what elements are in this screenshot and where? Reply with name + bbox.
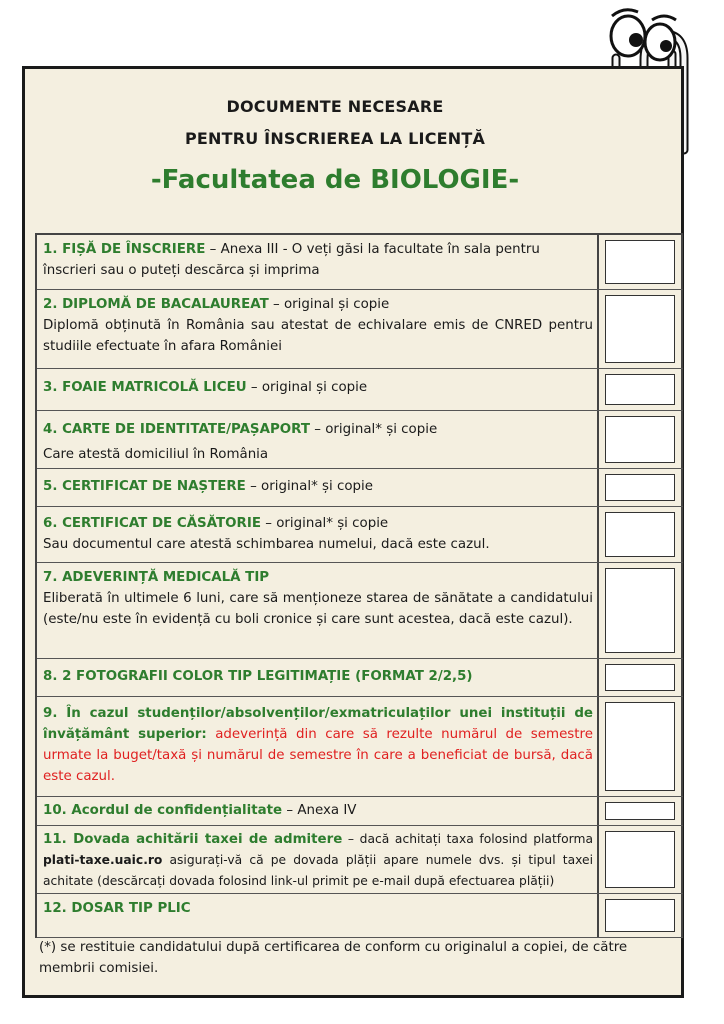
checkbox[interactable] [605,899,675,932]
checkbox[interactable] [605,702,675,791]
item-detail: – dacă achitați taxa folosind platforma [342,832,593,846]
item-title: 4. CARTE DE IDENTITATE/PAȘAPORT [43,422,310,437]
header-line-1: DOCUMENTE NECESARE [226,97,444,116]
checkbox[interactable] [605,240,675,284]
header-line-2: PENTRU ÎNSCRIEREA LA LICENȚĂ [184,129,486,148]
item-note: Eliberată în ultimele 6 luni, care să menționeze starea de sănătate a candidatului (este/nu este în evidență cu boli cronice și care sunt acestea, dacă este cazul). [43,591,593,627]
item-note: Care atestă domiciliul în România [43,447,269,462]
item-title: 9. În cazul studenților/absolvenților/exmatriculaților unei instituții de învățământ superior: [43,706,593,742]
item-detail: – original* și copie [260,516,389,531]
item-title: 2. DIPLOMĂ DE BACALAUREAT [43,297,269,312]
item-detail: – Anexa III - O veți găsi la facultate în sala pentru înscrieri sau o puteți descărca și imprima [43,242,540,278]
documents-checklist [35,233,683,938]
item-title: 11. Dovada achitării taxei de admitere [43,832,343,847]
footnote: (*) se restituie candidatului după certificarea de conform cu originalul a copiei, de către membrii comisiei. [39,940,628,976]
checkbox[interactable] [605,295,675,363]
checkbox[interactable] [605,802,675,820]
item-title: 6. CERTIFICAT DE CĂSĂTORIE [43,516,261,531]
checklist-row [37,563,683,659]
checklist-row [37,797,683,826]
platform-link[interactable]: plati-taxe.uaic.ro [43,853,163,867]
checklist-row [37,697,683,797]
item-detail: – Anexa IV [282,803,357,818]
item-title: 3. FOAIE MATRICOLĂ LICEU [43,380,247,395]
checkbox[interactable] [605,664,675,691]
checkbox[interactable] [605,831,675,888]
checklist-row [37,411,683,469]
checklist-row [37,826,683,894]
item-title: 12. DOSAR TIP PLIC [43,901,191,916]
faculty-title: -Facultatea de BIOLOGIE- [150,165,520,195]
checklist-row [37,235,683,290]
item-title: 5. CERTIFICAT DE NAȘTERE [43,479,246,494]
checkbox[interactable] [605,374,675,405]
item-title: 10. Acordul de confidențialitate [43,803,283,818]
checkbox[interactable] [605,474,675,501]
item-detail: – original* și copie [245,479,374,494]
item-title: 1. FIȘĂ DE ÎNSCRIERE [43,242,206,257]
item-note: Diplomă obținută în România sau atestat de echivalare emis de CNRED pentru studiile efectuate în afara României [43,318,593,354]
checklist-row [37,659,683,697]
item-note: adeverință din care să rezulte numărul de semestre urmate la buget/taxă și numărul de semestre în care a beneficiat de bursă, dacă este cazul. [43,727,593,784]
item-title: 7. ADEVERINȚĂ MEDICALĂ TIP [43,570,270,585]
checklist-row [37,469,683,507]
item-note: Sau documentul care atestă schimbarea numelui, dacă este cazul. [43,537,490,552]
checklist-row [37,290,683,369]
checklist-row [37,894,683,938]
checkbox[interactable] [605,416,675,463]
checklist-row [37,369,683,411]
item-title: 8. 2 FOTOGRAFII COLOR TIP LEGITIMAȚIE (FORMAT 2/2,5) [43,669,473,684]
item-detail: – original și copie [246,380,368,395]
checkbox[interactable] [605,568,675,653]
checkbox[interactable] [605,512,675,557]
checklist-row [37,507,683,563]
document-sheet [22,66,684,998]
item-detail: – original* și copie [310,422,438,437]
item-note: asigurați-vă că pe dovada plății apare numele dvs. și tipul taxei achitate (descărcați dovada folosind link-ul primit pe e-mail după efectuarea plății) [43,853,593,888]
item-detail: – original și copie [268,297,390,312]
